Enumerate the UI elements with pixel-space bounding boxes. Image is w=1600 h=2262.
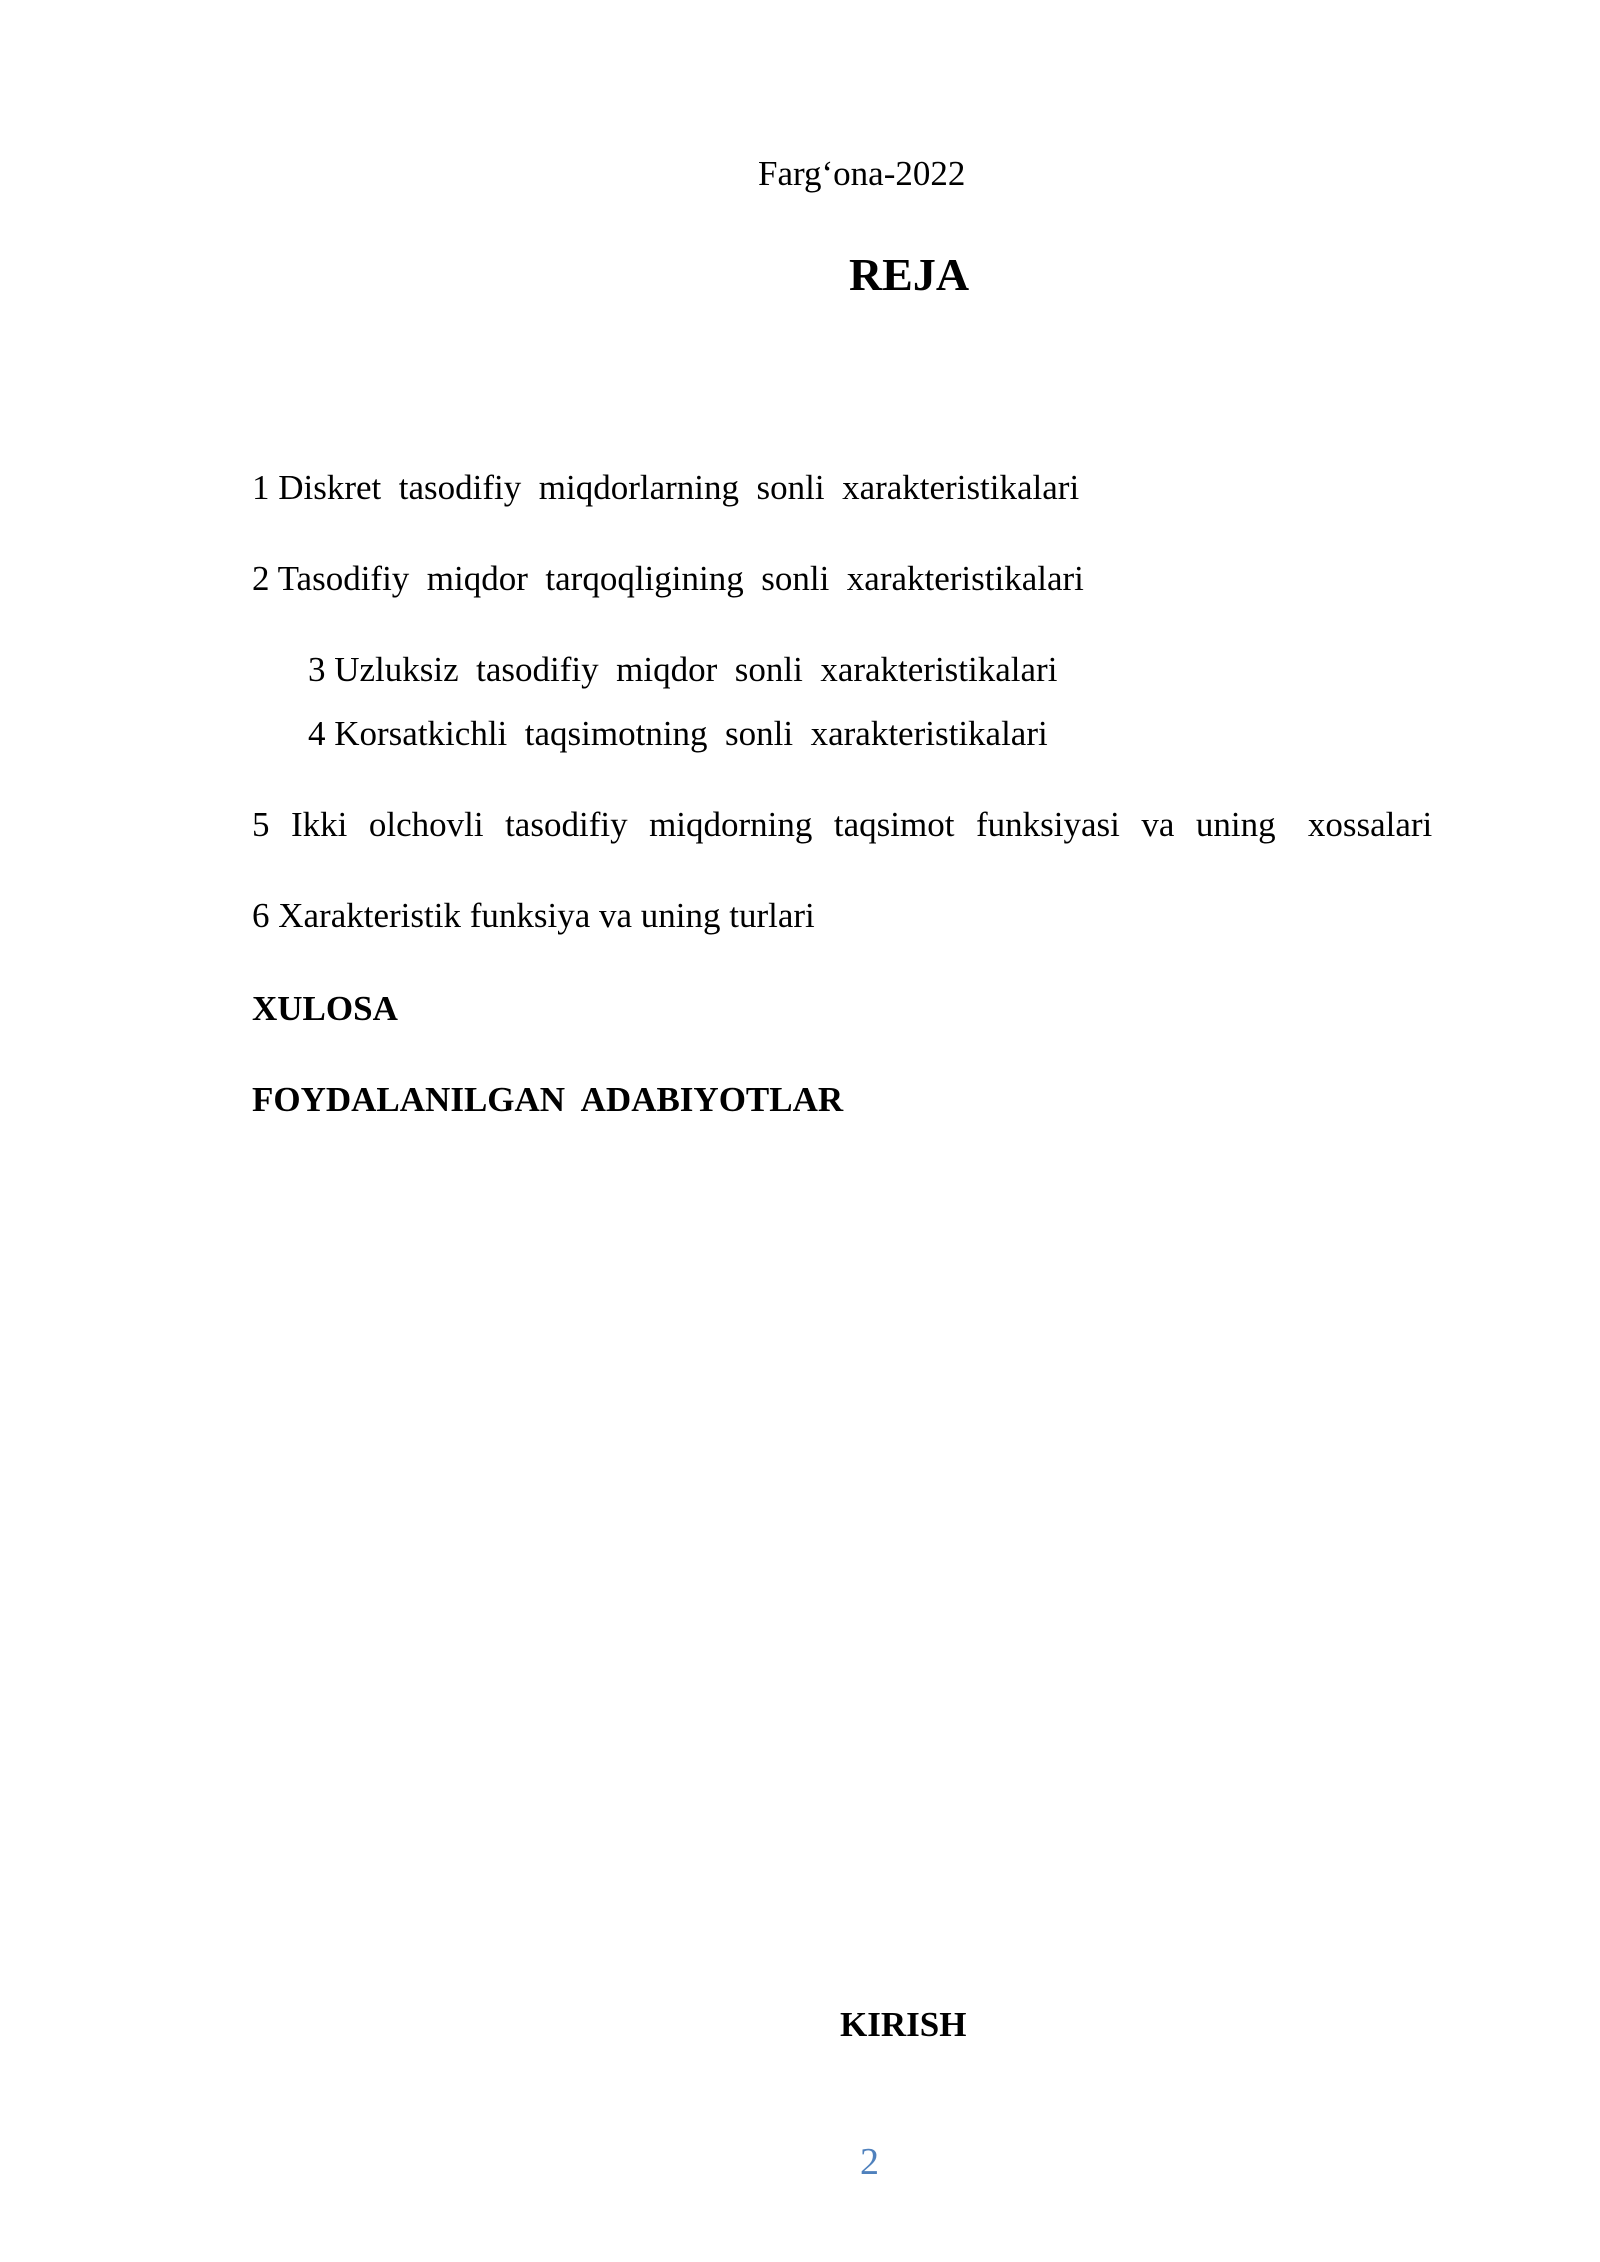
plan-item-3: 3 Uzluksiz tasodifiy miqdor sonli xarakteristikalari [308,650,1058,689]
plan-item-5: 5 Ikki olchovli tasodifiy miqdorning taqsimot funksiyasi va uning xossalari [252,805,1433,844]
city-year: Farg‘ona-2022 [758,154,966,193]
references-heading: FOYDALANILGAN ADABIYOTLAR [252,1080,844,1119]
plan-item-1: 1 Diskret tasodifiy miqdorlarning sonli xarakteristikalari [252,468,1080,507]
conclusion-heading: XULOSA [252,989,398,1028]
introduction-heading: KIRISH [840,2005,967,2044]
plan-title: REJA [848,249,970,300]
page-number: 2 [860,2141,879,2183]
plan-item-2: 2 Tasodifiy miqdor tarqoqligining sonli xarakteristikalari [252,559,1084,598]
plan-item-4: 4 Korsatkichli taqsimotning sonli xarakteristikalari [308,714,1048,753]
plan-item-6: 6 Xarakteristik funksiya va uning turlari [252,896,815,935]
